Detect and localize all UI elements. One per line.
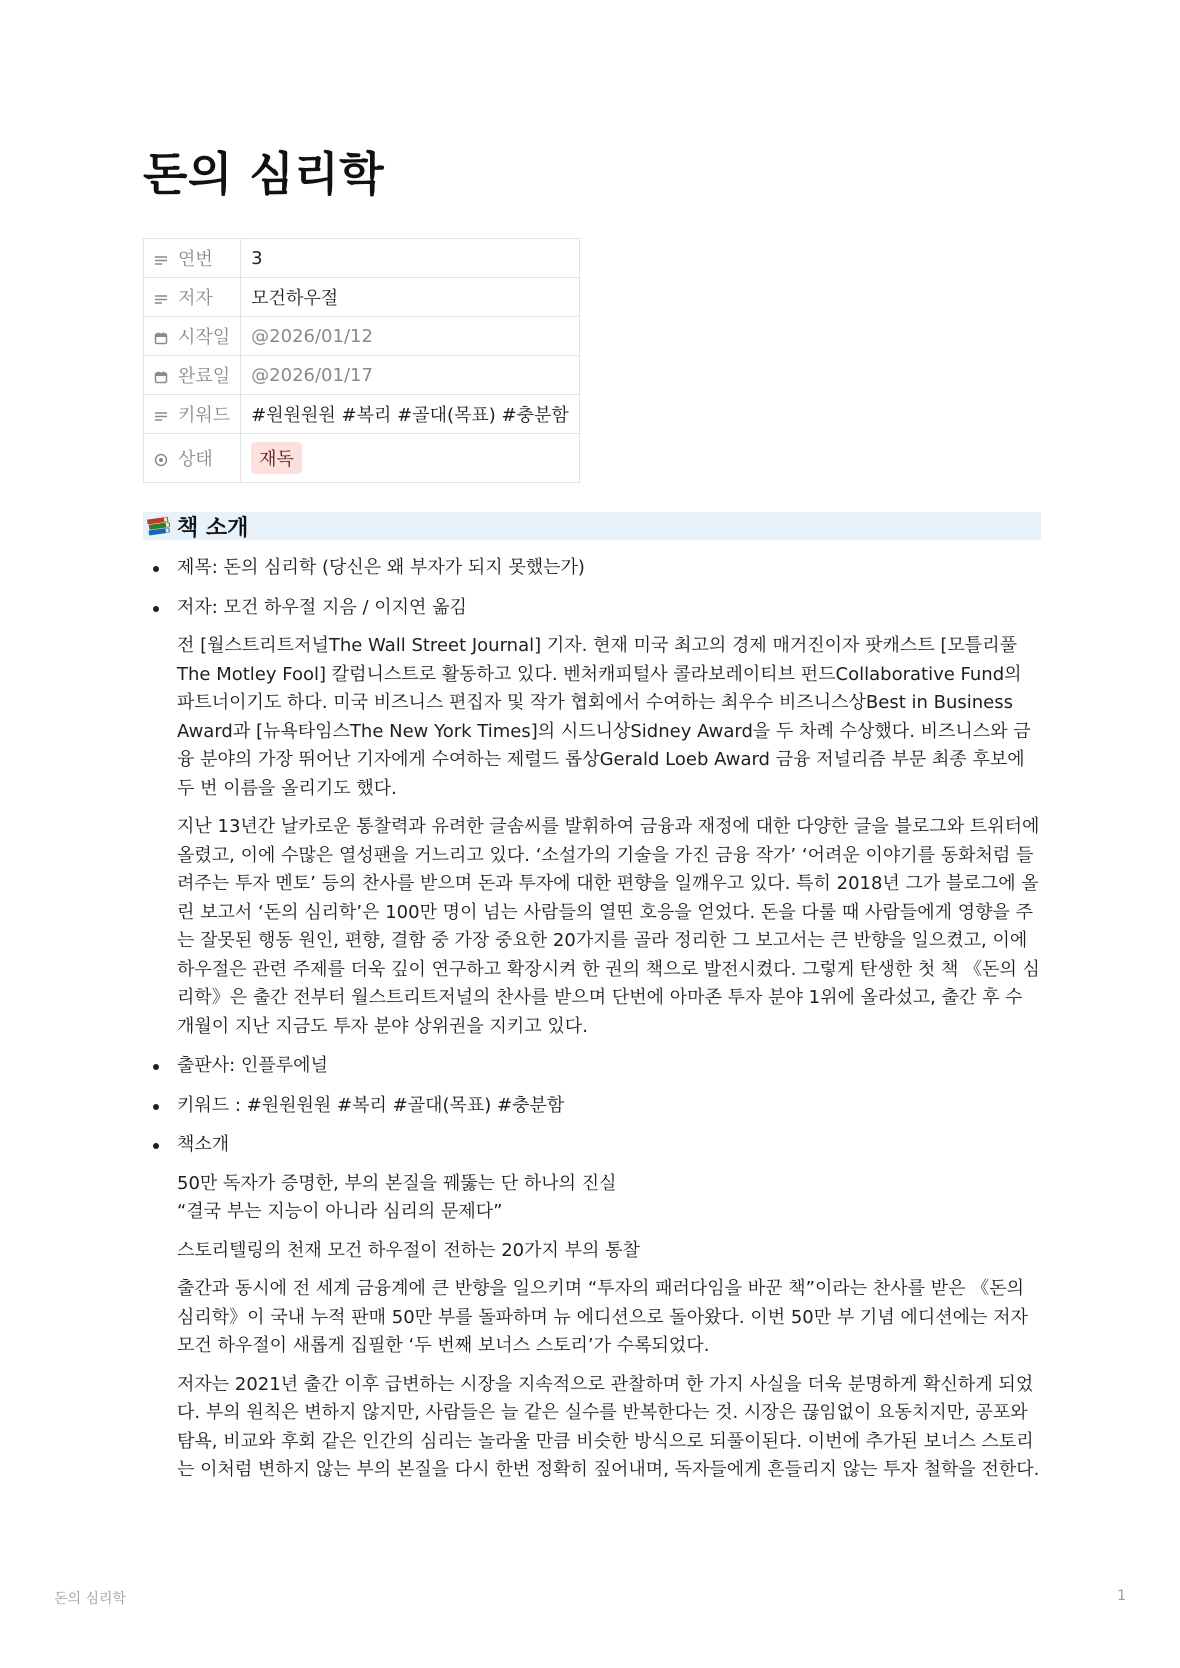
text-lines-icon bbox=[154, 409, 168, 423]
author-bio-paragraph: 전 [월스트리트저널The Wall Street Journal] 기자. 현재 미국 최고의 경제 매거진이자 팟캐스트 [모틀리풀 The Motley Fool] 칼럼니스트로 활동하고 있다. 벤처캐피털사 콜라보레이티브 펀드Collaborative Fund의 파트너이기도 하다. 미국 비즈니스 편집자 및 작가 협회에서 수여하는 최우수 비즈니스상Best in Business Award과 [뉴욕타임스The New York Times]의 시드니상Sidney Award을 두 차례 수상했다. 비즈니스와 금융 분야의 가장 뛰어난 기자에게 수여하는 제럴드 롭상Gerald Loeb Award 금융 저널리즘 부문 최종 후보에 두 번 이름을 올리기도 했다. bbox=[177, 635, 1031, 799]
author-item: 저자: 모건 하우절 지음 / 이지연 옮김 bbox=[177, 596, 467, 618]
footer-title: 돈의 심리학 bbox=[54, 1591, 127, 1607]
list-item bbox=[143, 594, 1043, 1042]
page-title: 돈의 심리학 bbox=[143, 147, 385, 201]
property-row[interactable] bbox=[144, 434, 580, 483]
books-icon bbox=[147, 515, 171, 537]
property-value[interactable]: 모건하우절 bbox=[241, 278, 580, 317]
book-intro-content bbox=[143, 543, 1043, 1485]
property-row[interactable] bbox=[144, 356, 580, 395]
list-item bbox=[143, 1092, 1043, 1121]
property-row[interactable] bbox=[144, 278, 580, 317]
intro-paragraph: 스토리텔링의 천재 모건 하우절이 전하는 20가지 부의 통찰 bbox=[177, 1239, 640, 1261]
section-heading-text: 책 소개 bbox=[177, 515, 249, 541]
property-name: 연번 bbox=[178, 249, 213, 270]
page-number: 1 bbox=[1117, 1588, 1126, 1604]
title-item: 제목: 돈의 심리학 (당신은 왜 부자가 되지 못했는가) bbox=[177, 557, 585, 578]
section-heading bbox=[143, 512, 1041, 540]
property-name: 상태 bbox=[178, 449, 213, 470]
tagline-line: 50만 독자가 증명한, 부의 본질을 꿰뚫는 단 하나의 진실 bbox=[177, 1172, 617, 1194]
calendar-icon bbox=[154, 331, 168, 345]
property-name: 저자 bbox=[178, 288, 213, 309]
property-row[interactable] bbox=[144, 239, 580, 278]
text-lines-icon bbox=[154, 292, 168, 306]
property-row[interactable] bbox=[144, 317, 580, 356]
list-item bbox=[143, 1052, 1043, 1081]
author-bio-paragraph: 지난 13년간 날카로운 통찰력과 유려한 글솜씨를 발휘하여 금융과 재정에 대한 다양한 글을 블로그와 트위터에 올렸고, 이에 수많은 열성팬을 거느리고 있다. ‘소설가의 기술을 가진 금융 작가’ ‘어려운 이야기를 동화처럼 들려주는 투자 멘토’ 등의 찬사를 받으며 돈과 투자에 대한 편향을 일깨우고 있다. 특히 2018년 그가 블로그에 올린 보고서 ‘돈의 심리학’은 100만 명이 넘는 사람들의 열띤 호응을 얻었다. 돈을 다룰 때 사람들에게 영향을 주는 잘못된 행동 원인, 편향, 결함 중 가장 중요한 20가지를 골라 정리한 그 보고서는 큰 반향을 일으켰고, 이에 하우절은 관련 주제를 더욱 깊이 연구하고 확장시켜 한 권의 책으로 발전시켰다. 그렇게 탄생한 첫 책 《돈의 심리학》은 출간 전부터 월스트리트저널의 찬사를 받으며 단번에 아마존 투자 분야 1위에 올라섰고, 출간 후 수 개월이 지난 지금도 투자 분야 상위권을 지키고 있다. bbox=[177, 816, 1040, 1037]
property-value[interactable]: 3 bbox=[241, 239, 580, 278]
list-item bbox=[143, 1131, 1043, 1485]
date-value[interactable]: @2026/01/12 bbox=[241, 317, 580, 356]
calendar-icon bbox=[154, 370, 168, 384]
keywords-item: 키워드 : #원원원원 #복리 #골대(목표) #충분함 bbox=[177, 1094, 565, 1116]
status-badge[interactable]: 재독 bbox=[251, 442, 302, 474]
bullet-list bbox=[143, 554, 1043, 1485]
intro-tagline bbox=[177, 1170, 1043, 1227]
publisher-item: 출판사: 인플루에널 bbox=[177, 1055, 328, 1076]
property-value[interactable]: #원원원원 #복리 #골대(목표) #충분함 bbox=[241, 395, 580, 434]
property-name: 시작일 bbox=[178, 327, 231, 348]
text-lines-icon bbox=[154, 253, 168, 267]
intro-paragraph: 저자는 2021년 출간 이후 급변하는 시장을 지속적으로 관찰하며 한 가지 사실을 더욱 분명하게 확신하게 되었다. 부의 원칙은 변하지 않지만, 사람들은 늘 같은 실수를 반복한다는 것. 시장은 끊임없이 요동치지만, 공포와 탐욕, 비교와 후회 같은 인간의 심리는 놀라울 만큼 비슷한 방식으로 되풀이된다. 이번에 추가된 보너스 스토리는 이처럼 변하지 않는 부의 본질을 다시 한번 정확히 짚어내며, 독자들에게 흔들리지 않는 투자 철학을 전한다. bbox=[177, 1373, 1040, 1480]
list-item bbox=[143, 554, 1043, 583]
property-name: 완료일 bbox=[178, 366, 231, 387]
intro-paragraph: 출간과 동시에 전 세계 금융계에 큰 반향을 일으키며 “투자의 패러다임을 바꾼 책”이라는 찬사를 받은 《돈의 심리학》이 국내 누적 판매 50만 부를 돌파하며 뉴 에디션으로 돌아왔다. 이번 50만 부 기념 에디션에는 저자 모건 하우절이 새롭게 집필한 ‘두 번째 보너스 스토리’가 수록되었다. bbox=[177, 1278, 1028, 1356]
date-value[interactable]: @2026/01/17 bbox=[241, 356, 580, 395]
property-name: 키워드 bbox=[178, 405, 231, 426]
tagline-line: “결국 부는 지능이 아니라 심리의 문제다” bbox=[177, 1201, 503, 1222]
intro-item: 책소개 bbox=[177, 1134, 230, 1155]
properties-table bbox=[143, 238, 580, 483]
property-row[interactable] bbox=[144, 395, 580, 434]
status-target-icon bbox=[154, 453, 168, 467]
